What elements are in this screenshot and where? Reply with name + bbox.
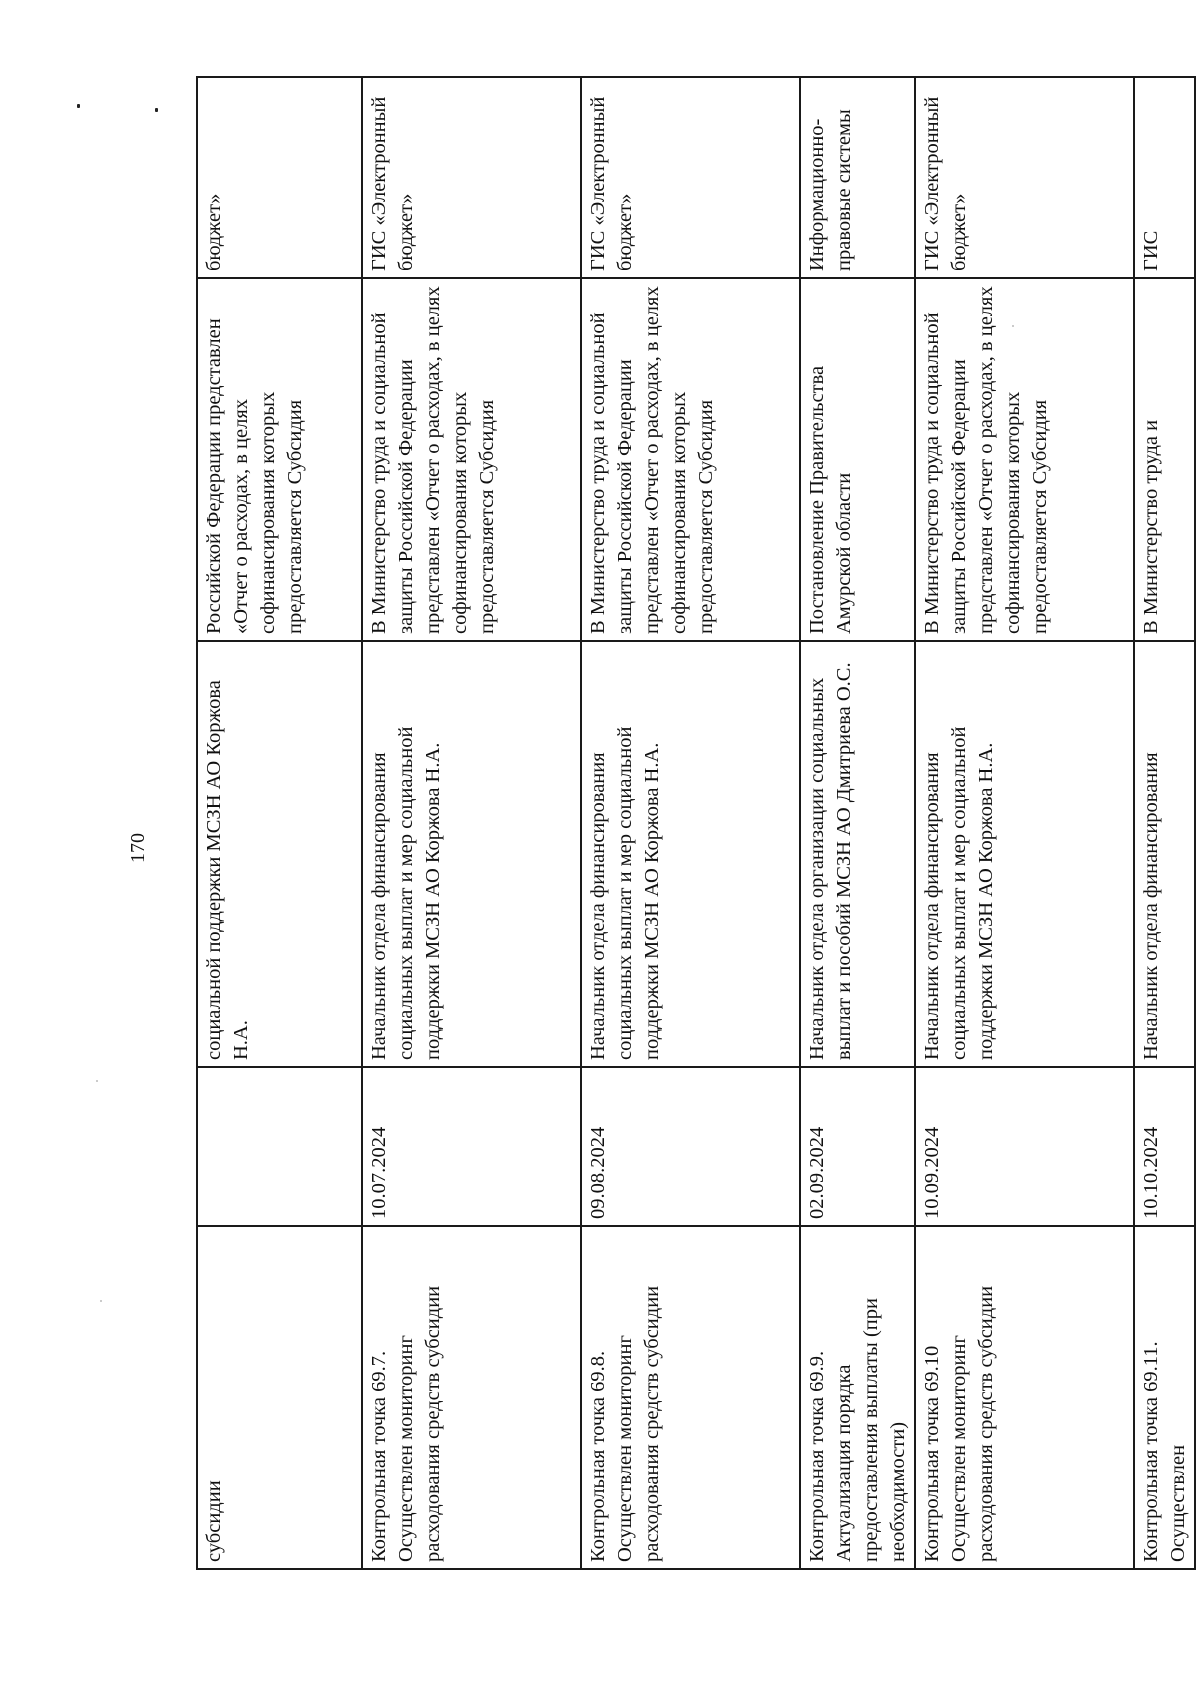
document-cell: В Министерство труда и социальной защиты Российской Федерации представлен «Отчет о расходах, в целях софинансирования которых предоставляется Субсидия <box>581 278 800 641</box>
table-row <box>915 77 1134 1569</box>
event-cell: Контрольная точка 69.7. Осуществлен мониторинг расходования средств субсидии <box>362 1226 581 1569</box>
date-cell <box>197 1067 362 1226</box>
info-system-cell: ГИС «Электронный бюджет» <box>362 77 581 278</box>
document-cell: В Министерство труда и <box>1134 278 1195 641</box>
event-cell: субсидии <box>197 1226 362 1569</box>
document-cell: В Министерство труда и социальной защиты Российской Федерации представлен «Отчет о расходах, в целях софинансирования которых предоставляется Субсидия <box>915 278 1134 641</box>
responsible-cell: Начальник отдела финансирования социальных выплат и мер социальной поддержки МСЗН АО Коржова Н.А. <box>581 641 800 1067</box>
info-system-cell: ГИС <box>1134 77 1195 278</box>
monitoring-table <box>196 96 1189 1570</box>
table-row <box>362 77 581 1569</box>
responsible-cell: Начальник отдела финансирования <box>1134 641 1195 1067</box>
document-cell: Российской Федерации представлен «Отчет о расходах, в целях софинансирования которых предоставляется Субсидия <box>197 278 362 641</box>
event-cell: Контрольная точка 69.9. Актуализация порядка предоставления выплаты (при необходимости) <box>800 1226 915 1569</box>
info-system-cell: бюджет» <box>197 77 362 278</box>
responsible-cell: Начальник отдела организации социальных выплат и пособий МСЗН АО Дмитриева О.С. <box>800 641 915 1067</box>
info-system-cell: ГИС «Электронный бюджет» <box>581 77 800 278</box>
info-system-cell: Информационно-правовые системы <box>800 77 915 278</box>
responsible-cell: Начальник отдела финансирования социальных выплат и мер социальной поддержки МСЗН АО Коржова Н.А. <box>915 641 1134 1067</box>
scan-mark <box>77 104 80 108</box>
date-cell: 10.09.2024 <box>915 1067 1134 1226</box>
table-row <box>197 77 362 1569</box>
scan-mark <box>155 108 158 112</box>
table-row <box>581 77 800 1569</box>
document-cell: В Министерство труда и социальной защиты Российской Федерации представлен «Отчет о расходах, в целях софинансирования которых предоставляется Субсидия <box>362 278 581 641</box>
responsible-cell: Начальник отдела финансирования социальных выплат и мер социальной поддержки МСЗН АО Коржова Н.А. <box>362 641 581 1067</box>
document-cell: Постановление Правительства Амурской области <box>800 278 915 641</box>
responsible-cell: социальной поддержки МСЗН АО Коржова Н.А. <box>197 641 362 1067</box>
table-row <box>800 77 915 1569</box>
date-cell: 09.08.2024 <box>581 1067 800 1226</box>
page-number: 170 <box>127 833 149 863</box>
scan-speck <box>96 1080 98 1082</box>
event-cell: Контрольная точка 69.10 Осуществлен мониторинг расходования средств субсидии <box>915 1226 1134 1569</box>
info-system-cell: ГИС «Электронный бюджет» <box>915 77 1134 278</box>
date-cell: 10.10.2024 <box>1134 1067 1195 1226</box>
date-cell: 02.09.2024 <box>800 1067 915 1226</box>
scan-speck <box>100 1300 102 1302</box>
date-cell: 10.07.2024 <box>362 1067 581 1226</box>
event-cell: Контрольная точка 69.11. Осуществлен <box>1134 1226 1195 1569</box>
table-row <box>1134 77 1195 1569</box>
event-cell: Контрольная точка 69.8. Осуществлен мониторинг расходования средств субсидии <box>581 1226 800 1569</box>
